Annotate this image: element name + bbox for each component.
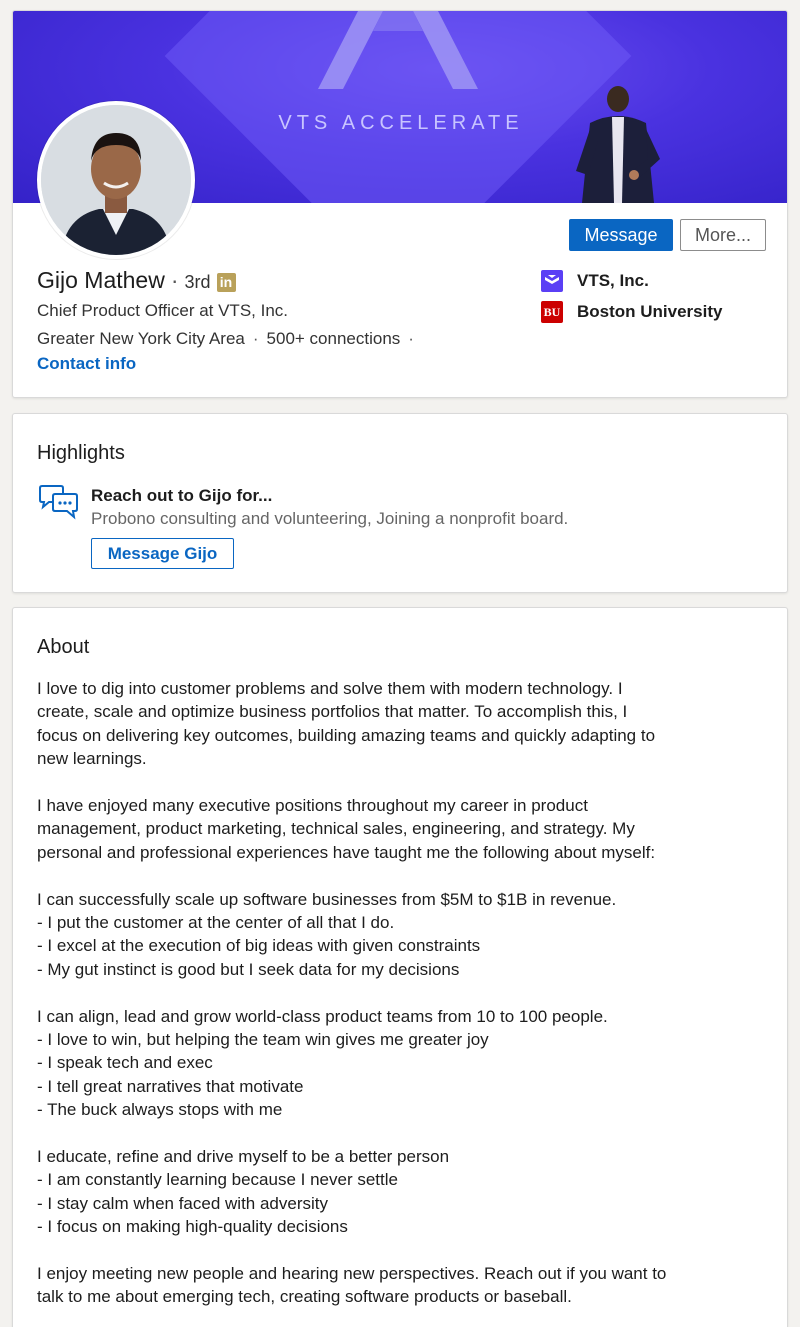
message-button[interactable]: Message [569,219,673,251]
about-line: - I speak tech and exec [37,1053,213,1073]
about-card [12,607,788,1327]
about-title: About [37,636,90,658]
about-line: - I focus on making high-quality decisions [37,1217,348,1237]
vts-logo-icon [541,270,563,292]
chat-bubbles-icon [37,484,79,520]
highlights-heading: Reach out to Gijo for... [91,486,273,505]
highlights-card [12,413,788,593]
about-body [37,677,772,1327]
org-name-bu: Boston University [577,302,723,321]
connection-degree: 3rd [184,272,211,292]
profile-name-line [37,267,236,294]
about-line: I enjoy meeting new people and hearing new perspectives. Reach out if you want to [37,1264,667,1284]
about-line: create, scale and optimize business portfolios that matter. To accomplish this, I [37,702,628,722]
message-gijo-button[interactable]: Message Gijo [91,538,234,569]
location-separator: · [252,329,259,348]
about-paragraph [37,794,772,864]
about-line: - I tell great narratives that motivate [37,1076,304,1096]
connections-count[interactable]: 500+ connections [266,329,401,348]
org-vts[interactable] [541,269,649,293]
about-line: - The buck always stops with me [37,1100,283,1120]
highlights-title: Highlights [37,442,125,464]
about-line: management, product marketing, technical sales, engineering, and strategy. My [37,819,635,839]
org-name-vts: VTS, Inc. [577,271,649,290]
about-line: talk to me about emerging tech, creating software products or baseball. [37,1287,572,1307]
contact-info-link[interactable]: Contact info [37,354,137,373]
name-separator: · [170,267,179,293]
connections-separator: · [408,329,414,348]
profile-location: Greater New York City Area [37,329,245,348]
about-line: - I stay calm when faced with adversity [37,1193,329,1213]
more-button[interactable]: More... [680,219,766,251]
about-line: I can successfully scale up software businesses from $5M to $1B in revenue. [37,889,617,909]
about-paragraph [37,1145,772,1239]
about-line: - I excel at the execution of big ideas with given constraints [37,936,481,956]
banner-text: VTS ACCELERATE [278,112,524,134]
speaker-figure-icon [568,79,668,203]
profile-avatar[interactable] [37,101,195,259]
profile-headline: Chief Product Officer at VTS, Inc. [37,301,289,320]
about-paragraph [37,1005,772,1122]
about-line: focus on delivering key outcomes, building amazing teams and quickly adapting to [37,725,656,745]
highlights-subtitle: Probono consulting and volunteering, Joining a nonprofit board. [91,509,569,528]
profile-top-card [12,10,788,398]
profile-photo-icon [41,105,191,255]
about-paragraph [37,888,772,982]
profile-name: Gijo Mathew [37,267,165,293]
about-line: - I love to win, but helping the team win gives me greater joy [37,1030,489,1050]
about-line: personal and professional experiences have taught me the following about myself: [37,842,656,862]
about-line: I have enjoyed many executive positions throughout my career in product [37,796,588,816]
linkedin-premium-badge-icon: in [217,273,236,292]
bu-logo-icon: BU [541,301,563,323]
about-line: I love to dig into customer problems and solve them with modern technology. I [37,679,623,698]
about-line: - I am constantly learning because I never settle [37,1170,398,1190]
about-line: I educate, refine and drive myself to be a better person [37,1147,450,1167]
about-line: - I put the customer at the center of all that I do. [37,913,395,933]
org-boston-university[interactable] [541,300,722,324]
about-paragraph [37,677,772,771]
vts-accelerate-logo-icon [303,11,493,101]
about-paragraph [37,1262,772,1309]
profile-location-line [37,329,422,349]
about-line: - My gut instinct is good but I seek data for my decisions [37,959,460,979]
about-line: new learnings. [37,749,147,769]
about-line: I can align, lead and grow world-class product teams from 10 to 100 people. [37,1006,608,1026]
